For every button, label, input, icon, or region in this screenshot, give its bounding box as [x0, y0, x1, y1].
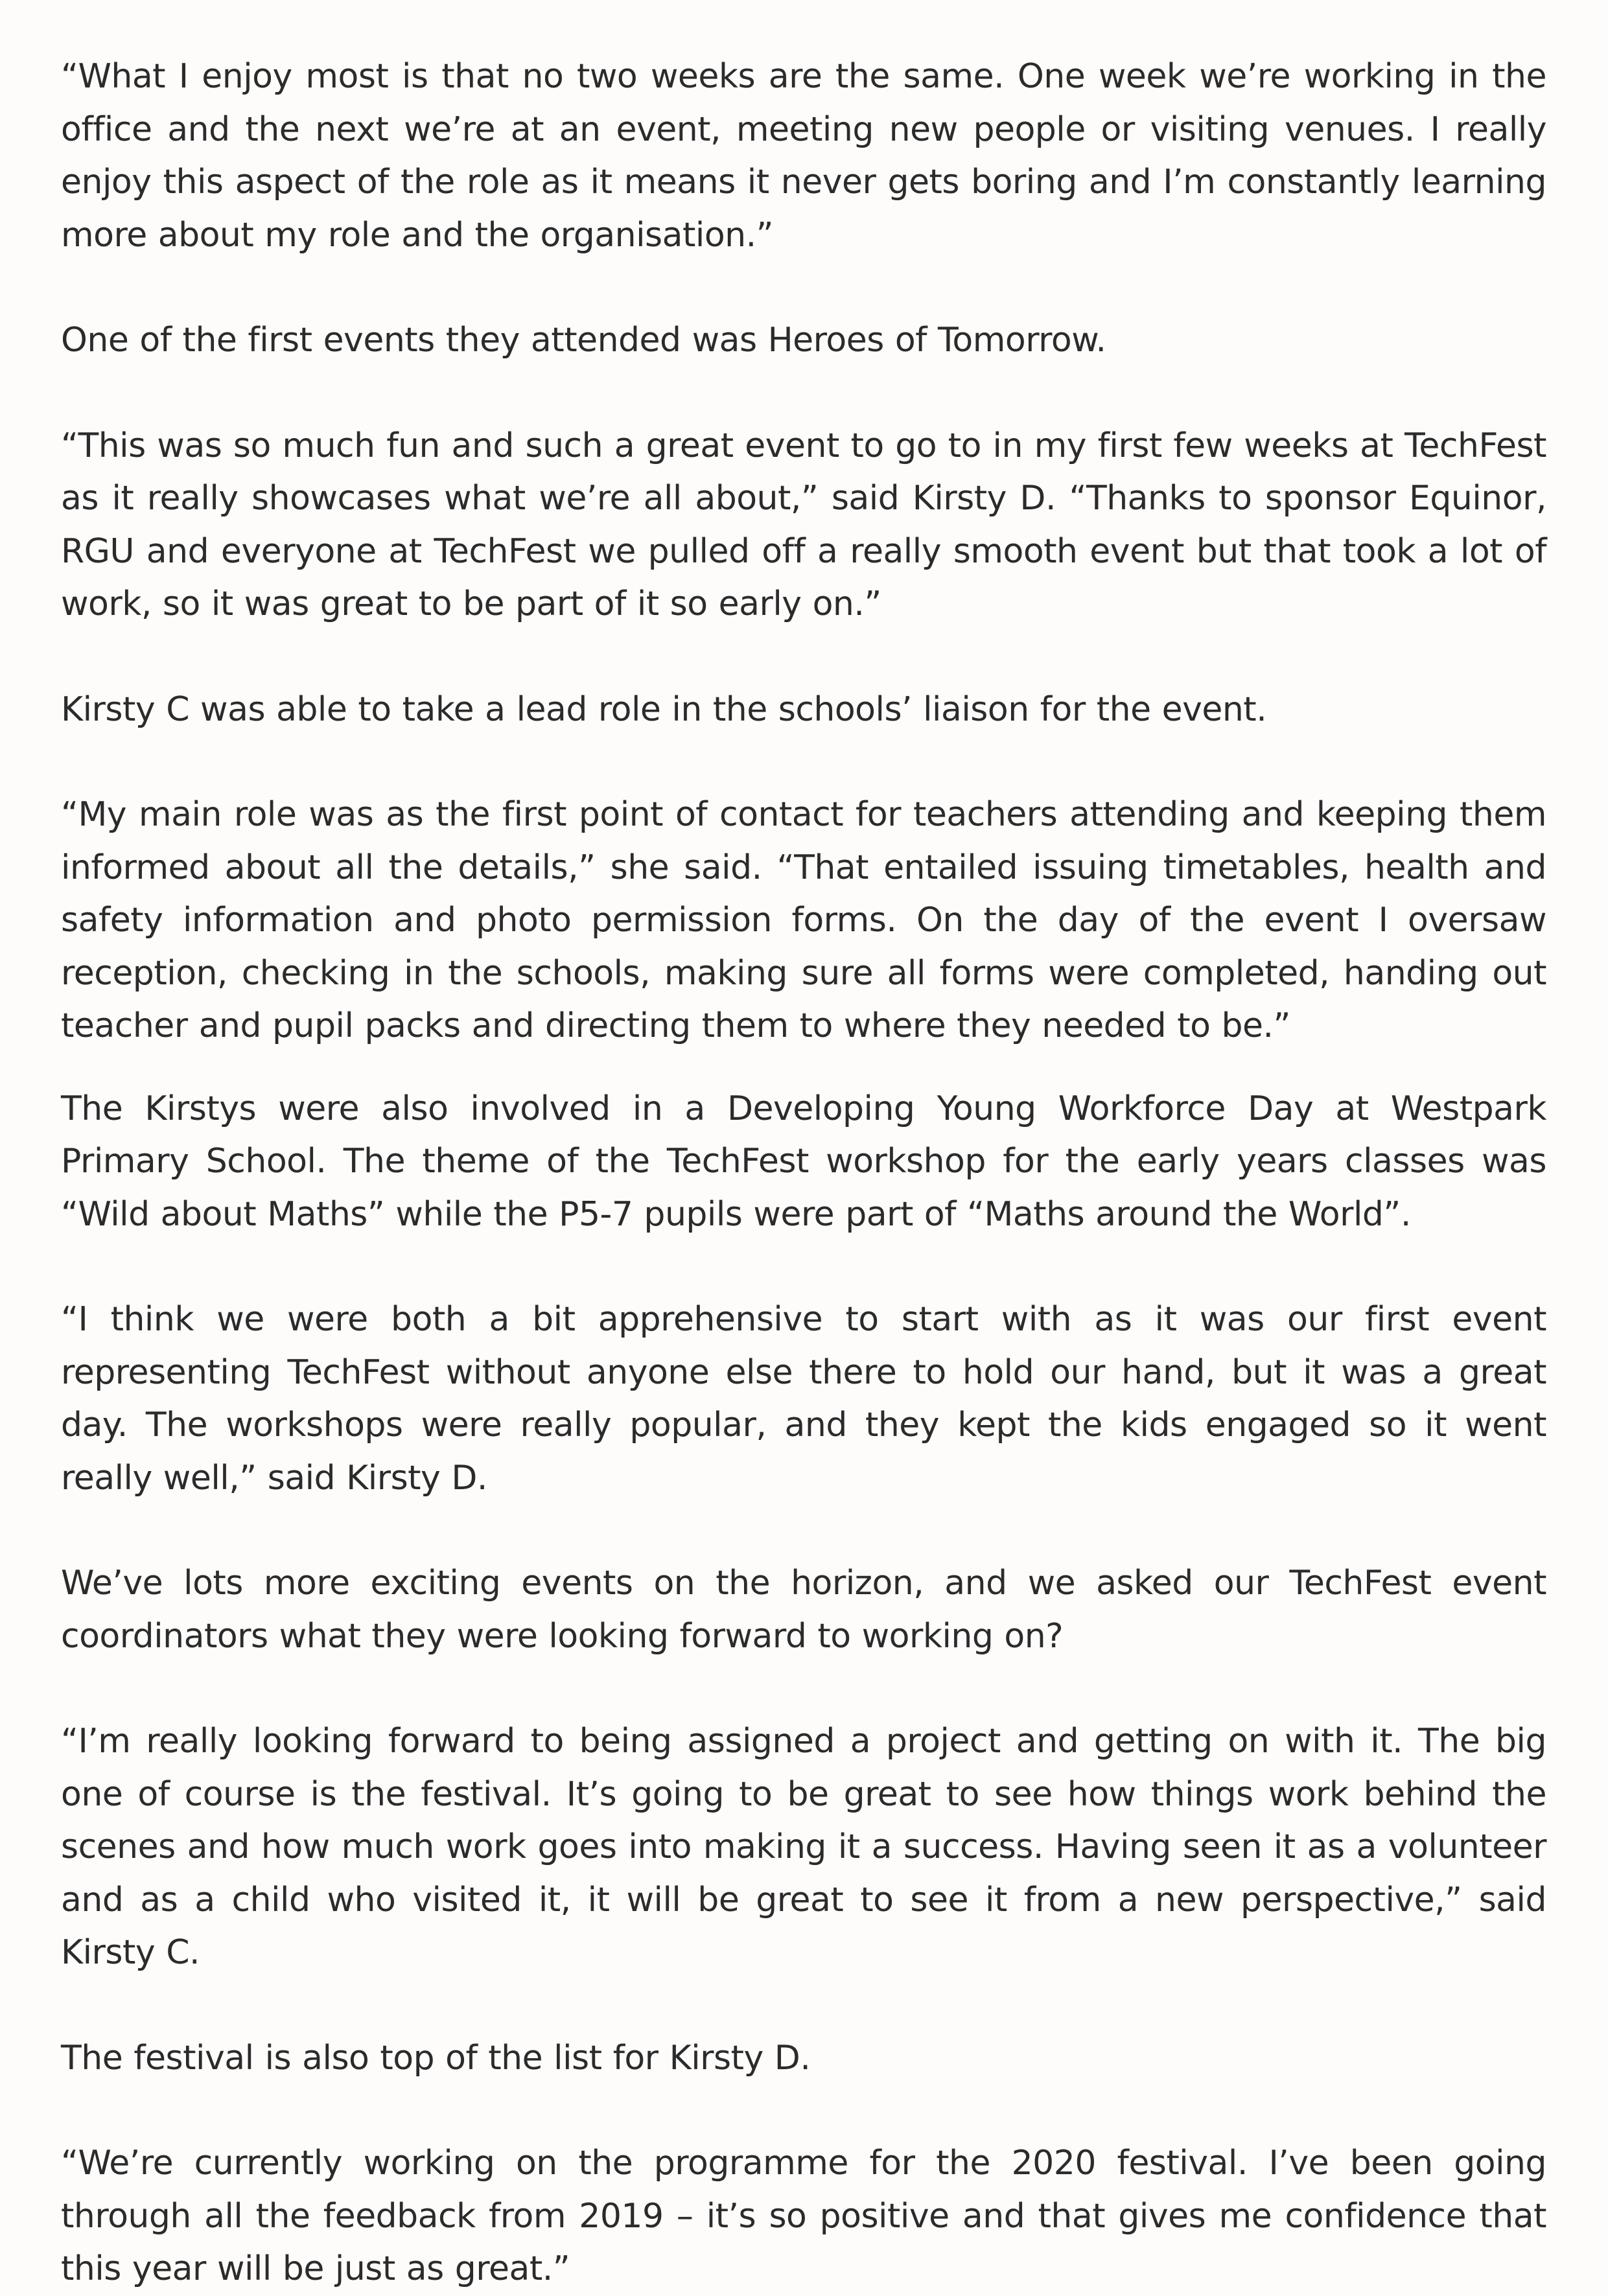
paragraph-quote-festival-project: “I’m really looking forward to being assigned a project and getting on with it. The big one of course is the festival. It’s going to be great to see how things work behind the scenes and how much work goes into making it a success. Having seen it as a volunteer and as a child who visited it, it will be great to see it from a new perspective,” said Kirsty C. — [61, 1722, 1546, 1972]
paragraph-heroes-intro: One of the first events they attended was Heroes of Tomorrow. — [61, 321, 1106, 360]
paragraph-quote-role-variety: “What I enjoy most is that no two weeks are the same. One week we’re working in the office and the next we’re at an event, meeting new people or visiting venues. I really enjoy this aspect of the role as it means it never gets boring and I’m constantly learning more about my role and the organisation.” — [61, 57, 1546, 255]
paragraph-quote-apprehensive: “I think we were both a bit apprehensive to start with as it was our first event representing TechFest without anyone else there to hold our hand, but it was a great day. The workshops were really popular, and they kept the kids engaged so it went really well,” said Kirsty D. — [61, 1300, 1546, 1498]
paragraph-westpark-workforce-day: The Kirstys were also involved in a Developing Young Workforce Day at Westpark Primary School. The theme of the TechFest workshop for the early years classes was “Wild about Maths” while the P5-7 pupils were part of “Maths around the World”. — [61, 1089, 1546, 1234]
paragraph-upcoming-events: We’ve lots more exciting events on the horizon, and we asked our TechFest event coordinators what they were looking forward to working on? — [61, 1564, 1546, 1656]
paragraph-festival-top-of-list: The festival is also top of the list for Kirsty D. — [61, 2038, 811, 2078]
paragraph-quote-main-role: “My main role was as the first point of contact for teachers attending and keeping them informed about all the details,” she said. “That entailed issuing timetables, health and safety information and photo permission forms. On the day of the event I oversaw reception, checking in the schools, making sure all forms were completed, handing out teacher and pupil packs and directing them to where they needed to be.” — [61, 795, 1546, 1045]
document-body — [61, 51, 1546, 2296]
paragraph-schools-liaison: Kirsty C was able to take a lead role in the schools’ liaison for the event. — [61, 690, 1267, 729]
paragraph-quote-heroes-of-tomorrow: “This was so much fun and such a great event to go to in my first few weeks at TechFest as it really showcases what we’re all about,” said Kirsty D. “Thanks to sponsor Equinor, RGU and everyone at TechFest we pulled off a really smooth event but that took a lot of work, so it was great to be part of it so early on.” — [61, 426, 1546, 623]
paragraph-quote-2020-programme: “We’re currently working on the programme for the 2020 festival. I’ve been going through all the feedback from 2019 – it’s so positive and that gives me confidence that this year will be just as great.” — [61, 2144, 1546, 2288]
